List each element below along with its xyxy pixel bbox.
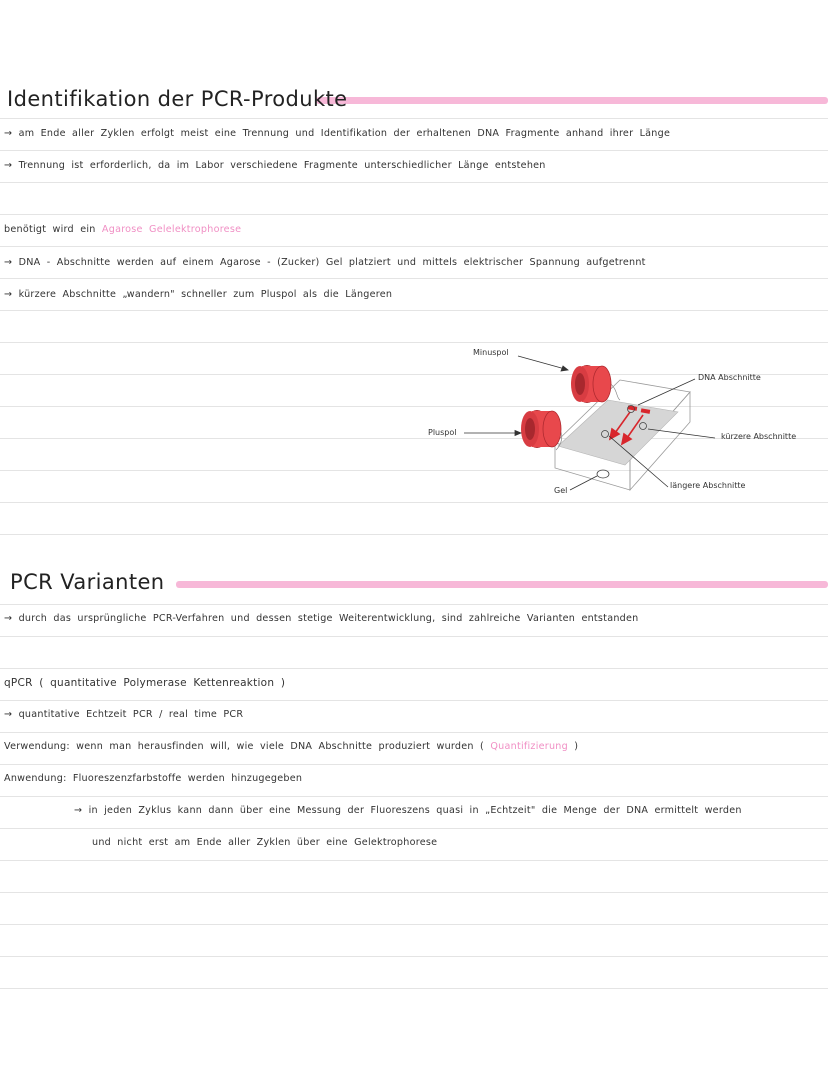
anwendung-line [4, 774, 302, 784]
verwendung-close: ) [574, 741, 579, 752]
section-title-identifikation: Identifikation der PCR-Produkte [7, 87, 348, 111]
plus-electrode [521, 410, 561, 448]
text-line: → kürzere Abschnitte „wandern" schneller zum Pluspol als die Längeren [4, 289, 393, 300]
method-highlight: Agarose Gelelektrophorese [101, 224, 242, 235]
label-kuerzere-abschnitte: kürzere Abschnitte [721, 432, 797, 441]
method-prefix: benötigt wird ein [4, 224, 96, 235]
text-line: → Trennung ist erforderlich, da im Labor verschiedene Fragmente unterschiedlicher Länge entstehen [4, 160, 546, 171]
gel-marker [597, 470, 609, 478]
title-highlight-bar [316, 97, 828, 104]
verwendung-line [4, 742, 578, 752]
label-dna-abschnitte: DNA Abschnitte [698, 373, 761, 382]
verwendung-label: Verwendung: [4, 741, 70, 752]
label-minuspol: Minuspol [473, 348, 509, 357]
text-line: → quantitative Echtzeit PCR / real time PCR [4, 709, 244, 720]
anwendung-label: Anwendung: [4, 773, 67, 784]
verwendung-text: wenn man herausfinden will, wie viele DNA Abschnitte produziert wurden ( [76, 741, 485, 752]
section-title-pcr-varianten: PCR Varianten [10, 570, 165, 594]
text-line: → am Ende aller Zyklen erfolgt meist eine Trennung und Identifikation der erhaltenen DNA Fragmente anhand ihrer Länge [4, 128, 671, 139]
title-highlight-bar [176, 581, 828, 588]
verwendung-highlight: Quantifizierung [490, 741, 568, 752]
minus-electrode [571, 365, 611, 403]
gel-electrophoresis-diagram [420, 340, 820, 510]
text-line: und nicht erst am Ende aller Zyklen über eine Gelektrophorese [92, 837, 438, 848]
label-laengere-abschnitte: längere Abschnitte [670, 481, 746, 490]
label-pluspol: Pluspol [428, 428, 457, 437]
label-gel: Gel [554, 486, 568, 495]
text-line: → durch das ursprüngliche PCR-Verfahren und dessen stetige Weiterentwicklung, sind zahlreiche Varianten entstanden [4, 613, 639, 624]
method-line [4, 225, 241, 235]
text-line: → in jeden Zyklus kann dann über eine Messung der Fluoreszens quasi in „Echtzeit" die Menge der DNA ermittelt werden [74, 805, 742, 816]
text-line: → DNA - Abschnitte werden auf einem Agarose - (Zucker) Gel platziert und mittels elektrischer Spannung aufgetrennt [4, 257, 646, 268]
anwendung-text: Fluoreszenzfarbstoffe werden hinzugegeben [72, 773, 303, 784]
qpcr-title: qPCR ( quantitative Polymerase Kettenreaktion ) [4, 677, 286, 689]
